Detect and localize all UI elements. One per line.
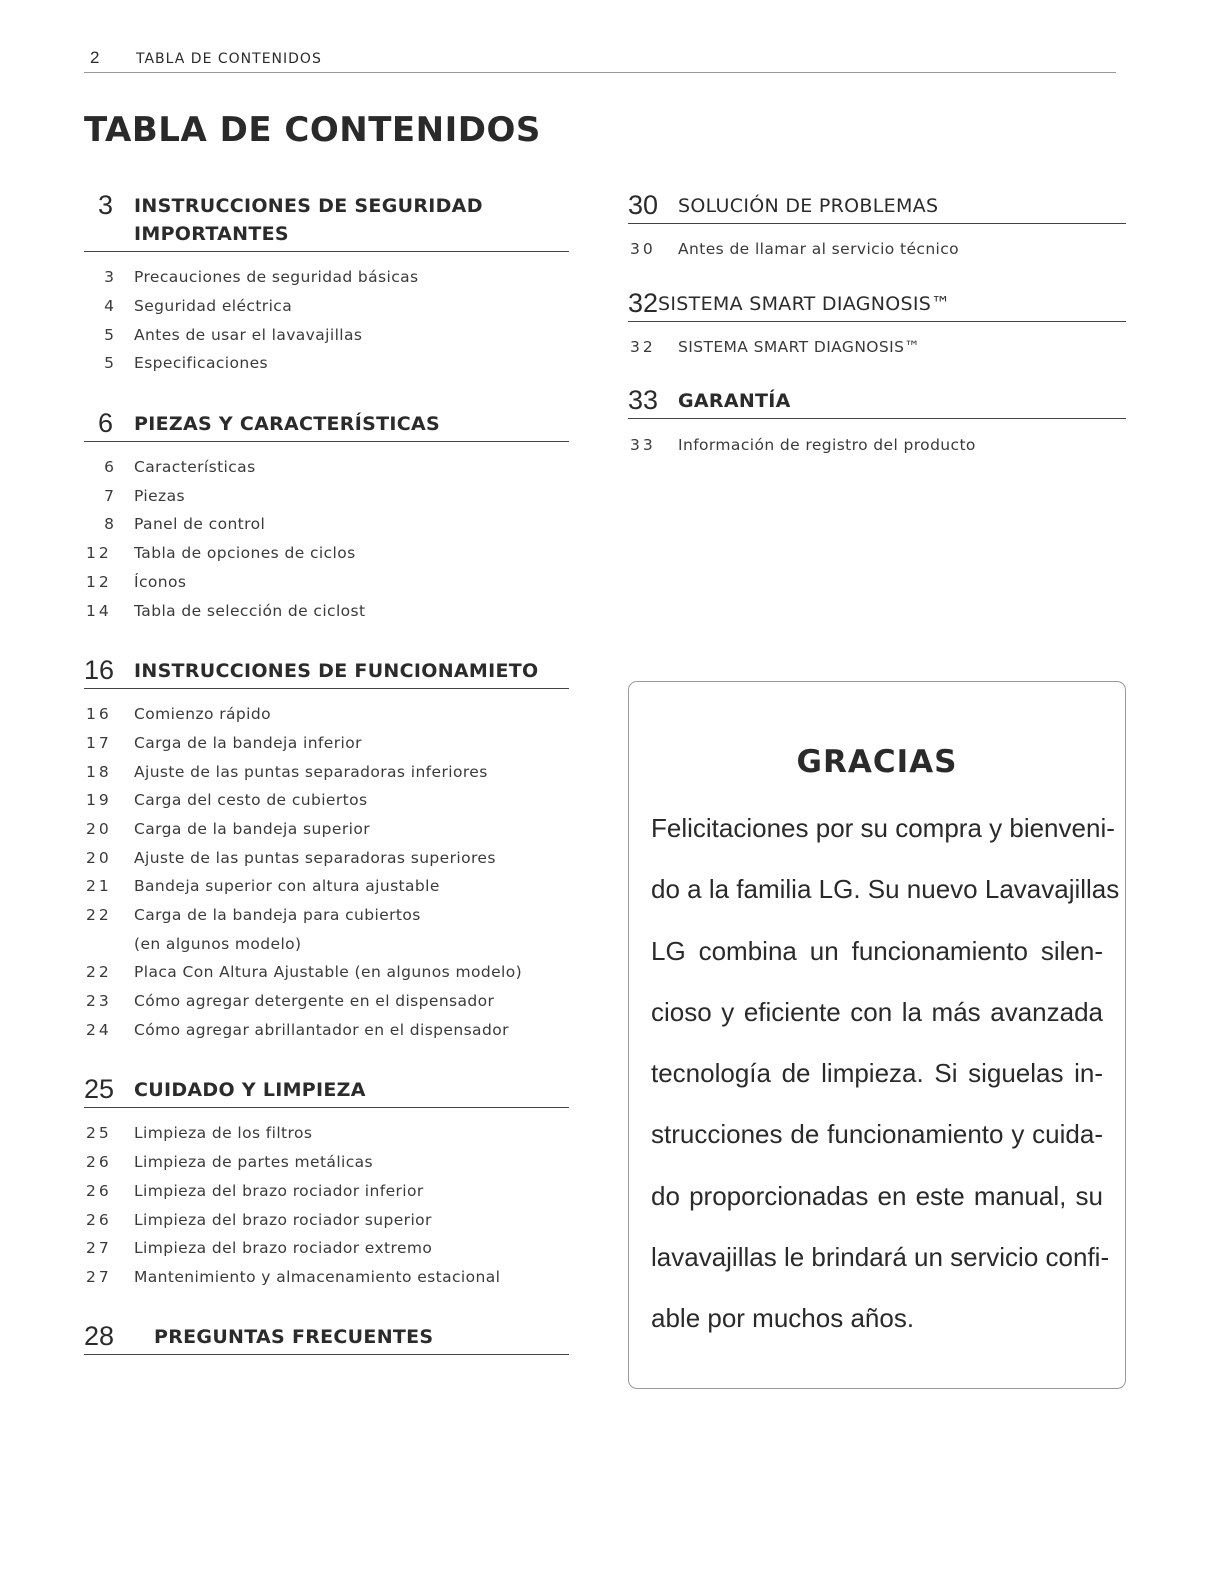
item-page-number: 26 bbox=[86, 1181, 112, 1200]
item-text: Piezas bbox=[134, 486, 185, 505]
item-page-number: 16 bbox=[86, 705, 112, 724]
thanks-line: strucciones de funcionamiento y cuida- bbox=[651, 1119, 1103, 1150]
item-page-number: 18 bbox=[86, 762, 112, 781]
section-page-number: 6 bbox=[98, 407, 114, 438]
toc-section bbox=[84, 1321, 569, 1355]
item-page-number: 8 bbox=[104, 515, 114, 534]
item-text: Íconos bbox=[134, 572, 187, 591]
item-text: Limpieza de los filtros bbox=[134, 1124, 313, 1143]
section-title: GARANTÍA bbox=[678, 390, 791, 413]
item-page-number: 30 bbox=[630, 240, 656, 259]
section-title-line-1: INSTRUCCIONES DE SEGURIDAD bbox=[134, 195, 483, 217]
section-title-line-2: IMPORTANTES bbox=[134, 223, 289, 245]
item-text: Precauciones de seguridad básicas bbox=[134, 268, 419, 287]
section-items bbox=[84, 252, 569, 378]
toc-section bbox=[84, 1074, 569, 1291]
toc-item[interactable] bbox=[84, 958, 569, 987]
item-page-number: 22 bbox=[86, 963, 112, 982]
toc-item[interactable] bbox=[84, 1119, 569, 1148]
section-page-number: 16 bbox=[84, 654, 115, 685]
item-text: (en algunos modelo) bbox=[134, 934, 302, 953]
item-page-number: 23 bbox=[86, 992, 112, 1011]
toc-item[interactable] bbox=[84, 1177, 569, 1206]
item-page-number: 19 bbox=[86, 791, 112, 810]
item-text: Carga de la bandeja inferior bbox=[134, 733, 362, 752]
section-page-number: 33 bbox=[628, 385, 659, 416]
toc-section bbox=[628, 288, 1126, 362]
section-title: PIEZAS Y CARACTERÍSTICAS bbox=[134, 412, 440, 435]
toc-item[interactable] bbox=[84, 539, 569, 568]
item-page-number: 22 bbox=[86, 906, 112, 925]
item-page-number: 20 bbox=[86, 819, 112, 838]
toc-item[interactable] bbox=[84, 901, 569, 930]
toc-item[interactable] bbox=[628, 430, 1126, 459]
section-heading[interactable] bbox=[84, 655, 569, 689]
item-page-number: 32 bbox=[630, 338, 656, 357]
section-heading[interactable] bbox=[628, 385, 1126, 419]
toc-item[interactable] bbox=[84, 292, 569, 321]
section-title bbox=[134, 190, 569, 248]
toc-item[interactable] bbox=[84, 510, 569, 539]
section-items bbox=[84, 1108, 569, 1291]
section-heading[interactable] bbox=[628, 288, 1126, 322]
item-text: Carga de la bandeja para cubiertos bbox=[134, 906, 421, 925]
item-text: Limpieza del brazo rociador superior bbox=[134, 1210, 432, 1229]
thanks-line: Felicitaciones por su compra y bienveni- bbox=[651, 813, 1115, 843]
page-header bbox=[84, 46, 1116, 73]
toc-item[interactable] bbox=[84, 263, 569, 292]
toc-item[interactable] bbox=[84, 453, 569, 482]
item-text: Tabla de opciones de ciclos bbox=[134, 544, 356, 563]
section-items bbox=[628, 322, 1126, 362]
toc-section bbox=[628, 385, 1126, 459]
toc-item[interactable] bbox=[84, 320, 569, 349]
item-page-number: 21 bbox=[86, 877, 112, 896]
toc-item[interactable] bbox=[84, 349, 569, 378]
item-text: Características bbox=[134, 458, 256, 477]
section-items bbox=[628, 224, 1126, 264]
section-title: CUIDADO Y LIMPIEZA bbox=[134, 1079, 366, 1102]
item-page-number: 12 bbox=[86, 544, 112, 563]
thanks-line: lavavajillas le brindará un servicio confi- bbox=[651, 1242, 1110, 1273]
item-text: Antes de llamar al servicio técnico bbox=[678, 240, 960, 259]
toc-item[interactable] bbox=[84, 1205, 569, 1234]
section-page-number: 28 bbox=[84, 1321, 115, 1352]
thanks-line: able por muchos años. bbox=[651, 1303, 915, 1334]
item-text: Carga del cesto de cubiertos bbox=[134, 791, 368, 810]
toc-item[interactable] bbox=[84, 815, 569, 844]
item-text: Antes de usar el lavavajillas bbox=[134, 325, 363, 344]
item-page-number: 26 bbox=[86, 1153, 112, 1172]
item-page-number: 27 bbox=[86, 1239, 112, 1258]
section-heading[interactable] bbox=[628, 190, 1126, 224]
toc-item[interactable] bbox=[84, 1234, 569, 1263]
thanks-line: cioso y eficiente con la más avanzada bbox=[651, 996, 1103, 1027]
item-page-number: 33 bbox=[630, 435, 656, 454]
toc-item[interactable] bbox=[628, 333, 1126, 362]
thanks-message bbox=[651, 798, 1120, 1350]
section-items bbox=[84, 442, 569, 625]
toc-item[interactable] bbox=[84, 987, 569, 1016]
section-heading[interactable] bbox=[84, 190, 569, 252]
toc-section bbox=[84, 190, 569, 378]
toc-item[interactable] bbox=[84, 843, 569, 872]
item-text: Carga de la bandeja superior bbox=[134, 819, 370, 838]
toc-section bbox=[628, 190, 1126, 264]
thanks-line: tecnología de limpieza. Si siguelas in- bbox=[651, 1058, 1103, 1089]
item-text: Panel de control bbox=[134, 515, 266, 534]
toc-item-continuation bbox=[84, 929, 569, 958]
item-page-number: 7 bbox=[104, 486, 114, 505]
section-heading[interactable] bbox=[84, 408, 569, 442]
item-page-number: 26 bbox=[86, 1210, 112, 1229]
section-page-number: 25 bbox=[84, 1074, 115, 1105]
section-items bbox=[84, 689, 569, 1044]
item-text: Placa Con Altura Ajustable (en algunos modelo) bbox=[134, 963, 523, 982]
item-page-number: 5 bbox=[104, 325, 114, 344]
toc-section bbox=[84, 408, 569, 625]
item-text: Mantenimiento y almacenamiento estacional bbox=[134, 1267, 501, 1286]
item-text: SISTEMA SMART DIAGNOSIS™ bbox=[678, 338, 921, 357]
item-page-number: 5 bbox=[104, 354, 114, 373]
item-page-number: 25 bbox=[86, 1124, 112, 1143]
item-text: Información de registro del producto bbox=[678, 435, 976, 454]
toc-right-column bbox=[628, 190, 1126, 459]
toc-item[interactable] bbox=[84, 1015, 569, 1044]
page-number: 2 bbox=[90, 48, 100, 67]
toc-item[interactable] bbox=[84, 568, 569, 597]
item-text: Limpieza del brazo rociador inferior bbox=[134, 1181, 424, 1200]
section-heading[interactable] bbox=[84, 1321, 569, 1355]
section-items bbox=[628, 419, 1126, 459]
item-page-number: 20 bbox=[86, 848, 112, 867]
item-page-number: 6 bbox=[104, 458, 114, 477]
thanks-title: GRACIAS bbox=[796, 744, 958, 780]
toc-section bbox=[84, 655, 569, 1044]
toc-left-column bbox=[84, 190, 569, 1355]
item-page-number: 17 bbox=[86, 733, 112, 752]
item-page-number: 27 bbox=[86, 1267, 112, 1286]
toc-item[interactable] bbox=[84, 1148, 569, 1177]
toc-item[interactable] bbox=[84, 596, 569, 625]
header-title: TABLA DE CONTENIDOS bbox=[136, 51, 322, 67]
item-page-number: 4 bbox=[104, 297, 114, 316]
toc-item[interactable] bbox=[84, 1263, 569, 1292]
thanks-line: do proporcionadas en este manual, su bbox=[651, 1180, 1103, 1211]
toc-item[interactable] bbox=[84, 700, 569, 729]
toc-item[interactable] bbox=[84, 757, 569, 786]
section-title: PREGUNTAS FRECUENTES bbox=[154, 1326, 434, 1349]
toc-item[interactable] bbox=[84, 481, 569, 510]
item-text: Cómo agregar abrillantador en el dispensador bbox=[134, 1020, 509, 1039]
item-text: Tabla de selección de ciclost bbox=[134, 601, 366, 620]
thanks-line: do a la familia LG. Su nuevo Lavavajillas bbox=[651, 874, 1120, 905]
item-text: Cómo agregar detergente en el dispensador bbox=[134, 992, 495, 1011]
item-page-number: 24 bbox=[86, 1020, 112, 1039]
item-text: Limpieza de partes metálicas bbox=[134, 1153, 374, 1172]
section-page-number: 3 bbox=[98, 190, 114, 220]
item-page-number: 14 bbox=[86, 601, 112, 620]
item-text: Ajuste de las puntas separadoras inferiores bbox=[134, 762, 488, 781]
page-title: TABLA DE CONTENIDOS bbox=[84, 110, 541, 150]
section-title: SOLUCIÓN DE PROBLEMAS bbox=[678, 195, 939, 217]
item-text: Limpieza del brazo rociador extremo bbox=[134, 1239, 433, 1258]
thanks-line: LG combina un funcionamiento silen- bbox=[651, 935, 1103, 966]
section-heading[interactable] bbox=[84, 1074, 569, 1108]
item-page-number: 12 bbox=[86, 572, 112, 591]
section-title: SISTEMA SMART DIAGNOSIS™ bbox=[658, 292, 951, 315]
thanks-box bbox=[628, 681, 1126, 1389]
toc-item[interactable] bbox=[84, 729, 569, 758]
toc-item[interactable] bbox=[628, 235, 1126, 264]
section-title: INSTRUCCIONES DE FUNCIONAMIETO bbox=[134, 659, 539, 682]
section-page-number: 30 bbox=[628, 190, 659, 220]
toc-item[interactable] bbox=[84, 786, 569, 815]
item-text: Ajuste de las puntas separadoras superiores bbox=[134, 848, 496, 867]
item-page-number: 3 bbox=[104, 268, 114, 287]
item-text: Comienzo rápido bbox=[134, 705, 271, 724]
section-page-number: 32 bbox=[628, 287, 659, 318]
item-text: Seguridad eléctrica bbox=[134, 297, 293, 316]
toc-item[interactable] bbox=[84, 872, 569, 901]
item-text: Bandeja superior con altura ajustable bbox=[134, 877, 440, 896]
item-text: Especificaciones bbox=[134, 354, 269, 373]
